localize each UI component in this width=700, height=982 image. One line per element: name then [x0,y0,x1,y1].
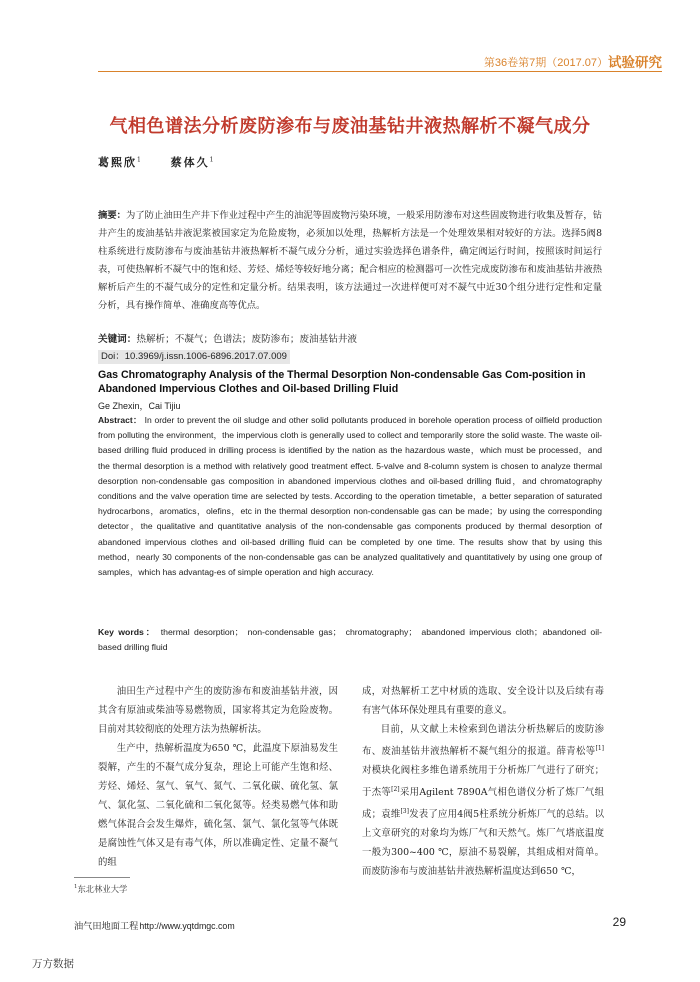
footnote-text: 东北林业大学 [77,884,128,894]
body-paragraph [362,720,604,881]
keywords-en-label: Key words： [98,627,157,637]
author-2-affil-mark: 1 [209,156,214,164]
section-label: 试验研究 [608,55,662,70]
english-title: Gas Chromatography Analysis of the Thermal Desorption Non-condensable Gas Com-position in Abandoned Impervious Clothes and Oil-based Drilling Fluid [98,369,586,395]
keywords-en [98,625,602,654]
keywords-cn-label: 关键词： [98,334,137,345]
english-authors: Ge Zhexin，Cai Tijiu [98,401,181,411]
doi-link[interactable]: Doi：10.3969/j.issn.1006-6896.2017.07.009 [98,350,290,364]
authors-line [98,154,240,170]
body-text: 发表了应用4阀5柱系统分析炼厂气的总结。以上文章研究的对象均为炼厂气和天然气。炼厂气塔底温度一般为300~400 ℃，原油不易裂解，其组成相对简单。而废防渗布与废油基钻井液热解析温度达到650 ℃， [362,809,604,878]
footer-journal [74,918,235,932]
header-rule [98,71,662,72]
issue-info: 第36卷第7期（2017.07） [483,57,608,69]
keywords-cn [98,332,602,348]
body-column-right [362,682,604,881]
body-column-left [98,682,338,872]
body-paragraph: 成，对热解析工艺中材质的选取、安全设计以及后续有毒有害气体环保处理具有重要的意义。 [362,686,604,716]
citation-1[interactable]: [1] [595,745,604,752]
body-text: 采用Agilent 7890A气相色谱仪分析了炼厂气组成；袁维 [362,787,604,821]
body-paragraph: 生产中，热解析温度为650 ℃，此温度下原油易发生裂解，产生的不凝气成分复杂，理论上可能产生饱和烃、芳烃、烯烃、氢气、氧气、氮气、二氧化碳、硫化氢、氯气、氯化氢、二氧化硫和二氧化氮等。烃类易燃气体和助燃气体混合会发生爆炸，硫化氢、氯气、氯化氢等气体既是腐蚀性气体又是有毒气体，所以准确定性、定量不凝气的组 [98,743,338,868]
watermark: 万方数据 [32,958,74,970]
footnote-mark: 1 [74,884,78,891]
citation-2[interactable]: [2] [391,786,400,794]
author-2 [171,156,214,169]
author-1-name: 葛熙欣 [98,156,137,169]
footnote [74,883,127,895]
page-number: 29 [612,915,626,929]
abstract-en [98,413,602,580]
page-title: 气相色谱法分析废防渗布与废油基钻井液热解析不凝气成分 [109,116,591,137]
abstract-en-text: In order to prevent the oil sludge and other solid pollutants produced in borehole operation process of oilfield production from polluting the environment，the impervious cloth is generally used to collect and temporarily store the solid waste. The waste oil-based drilling fluid produced in drilling process is identified by the nation as the hazardous waste，which must be processed，and the thermal desorption is a method with relatively good treatment effect. 5-valve and 8-column system is chosen to analyze thermal desorption non-condensable gas composition in abandoned impervious clothes and oil-based drilling fluid，and chromatography conditions and the valve operation time are selected by tests. According to the operation timetable，a better separation of saturated hydrocarbons，aromatics，olefins，etc in the thermal desorption non-condensable gas can be made；by using the corresponding detector，the qualitative and quantitative analysis of the non-condensable gas components produced by thermal desorption of abandoned impervious clothes and oil-based drilling fluid can be completed by one time. The results show that by using this method，nearly 30 components of the non-condensable gas can be analyzed qualitatively and quantitatively by using one group of samples，which has advantag-es of simple operation and high accuracy. [98,415,603,578]
citation-3[interactable]: [3] [400,808,409,816]
body-paragraph: 油田生产过程中产生的废防渗布和废油基钻井液，因其含有原油或柴油等易燃物质，国家将其定为危险废物。目前对其较彻底的处理方法为热解析法。 [98,686,338,735]
abstract-en-label: Abstract： [98,415,142,425]
body-text: 对模块化阀柱多维色谱系统用于分析炼厂气进行了研究；于杰等 [362,765,604,799]
body-text: 目前，从文献上未检索到色谱法分析热解后的废防渗布、废油基钻井液热解析不凝气组分的报道。薛青松等 [362,724,604,758]
abstract-cn-text: 为了防止油田生产井下作业过程中产生的油泥等固废物污染环境，一般采用防渗布对这些固废物进行收集及暂存，钻井产生的废油基钻井液泥浆被国家定为危险废物，必须加以处理，热解析方法是一个处理效果相对较好的方法。选择5阀8柱系统进行废防渗布与废油基钻井液热解析不凝气成分分析，通过实验选择色谱条件，确定阀运行时间，按照该时间运行表，可使热解析不凝气中的饱和烃、芳烃、烯烃等较好地分离；配合相应的检测器可一次性完成废防渗布和废油基钻井液热解析后产生的不凝气成分的定性和定量分析。结果表明，该方法通过一次进样便可对不凝气中近30个组分进行定性和定量分析，具有操作简单、准确度高等优点。 [98,210,602,311]
journal-url[interactable]: http://www.yqtdmgc.com [139,921,235,931]
abstract-cn [98,207,602,315]
journal-name: 油气田地面工程 [74,921,139,932]
keywords-cn-text: 热解析；不凝气；色谱法；废防渗布；废油基钻井液 [136,334,358,345]
author-1 [98,156,141,169]
keywords-en-text: thermal desorption； non-condensable gas； chromatography； abandoned impervious cloth；abandoned oil-based drilling fluid [98,627,602,652]
author-1-affil-mark: 1 [137,156,141,164]
footnote-rule [74,877,130,878]
author-2-name: 蔡体久 [170,156,210,169]
abstract-cn-label: 摘要： [98,210,127,221]
